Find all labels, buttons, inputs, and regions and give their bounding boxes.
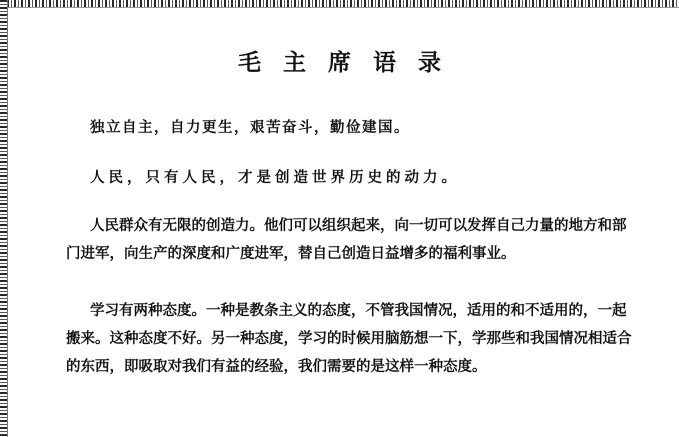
page-title: 毛主席语录: [238, 50, 463, 76]
quote-paragraph: 独立自主，自力更生，艰苦奋斗，勤俭建国。: [90, 120, 410, 136]
quote-paragraph: 人民群众有无限的创造力。他们可以组织起来，向一切可以发挥自己力量的地方和部门进军，向生产的深度和广度进军，替自己创造日益增多的福利事业。: [66, 218, 627, 262]
quote-paragraph: 学习有两种态度。一种是教条主义的态度，不管我国情况，适用的和不适用的，一起搬来。这种态度不好。另一种态度，学习的时候用脑筋想一下，学那些和我国情况相适合的东西，即吸取对我们有益的经验，我们需要的是这样一种态度。: [66, 303, 632, 375]
scan-edge-top: [0, 0, 679, 7]
quote-paragraph: 人民，只有人民，才是创造世界历史的动力。: [90, 170, 460, 186]
